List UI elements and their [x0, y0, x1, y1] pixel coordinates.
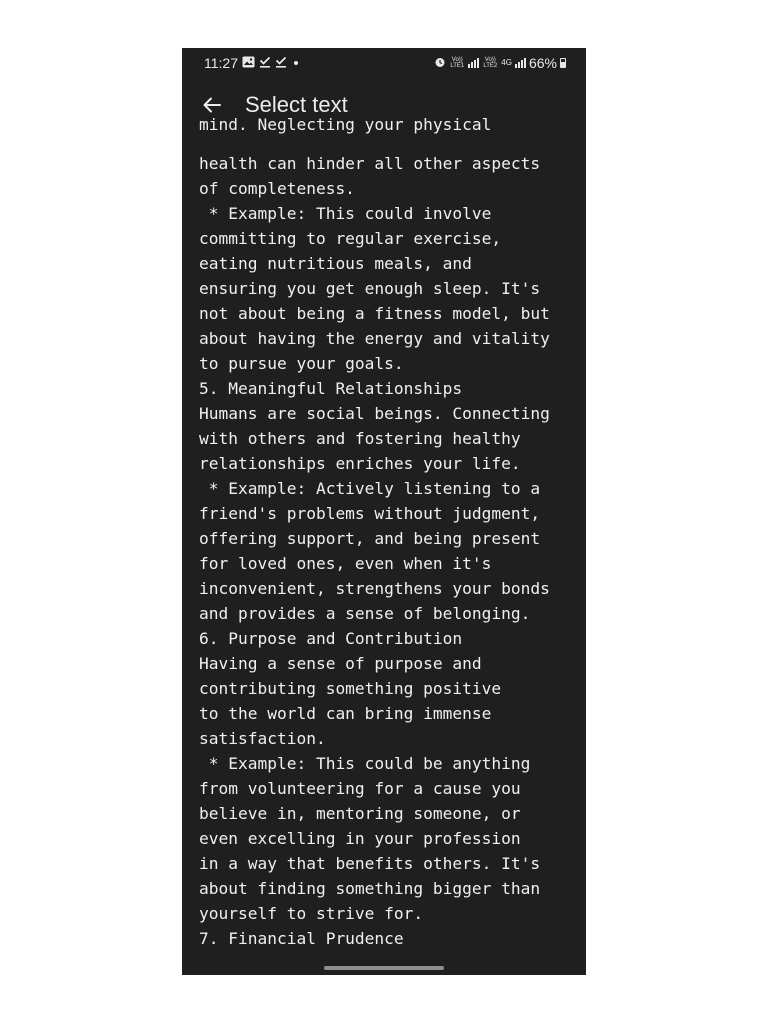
text-line: friend's problems without judgment, — [199, 504, 541, 523]
text-line: inconvenient, strengthens your bonds — [199, 579, 550, 598]
text-line: and provides a sense of belonging. — [199, 604, 531, 623]
text-line: with others and fostering healthy — [199, 429, 521, 448]
volte2-label: Vo)) LTE2 — [483, 57, 498, 69]
text-line: relationships enriches your life. — [199, 454, 521, 473]
battery-percent: 66% — [528, 55, 557, 71]
text-line: * Example: This could be anything — [199, 754, 531, 773]
text-line: believe in, mentoring someone, or — [199, 804, 521, 823]
text-line: 7. Financial Prudence — [199, 929, 404, 948]
text-line: satisfaction. — [199, 729, 326, 748]
battery-icon — [560, 58, 566, 68]
status-left — [204, 55, 301, 71]
text-line: Having a sense of purpose and — [199, 654, 482, 673]
text-line: yourself to strive for. — [199, 904, 424, 923]
text-line: eating nutritious meals, and — [199, 254, 472, 273]
text-line: in a way that benefits others. It's — [199, 854, 541, 873]
text-line: offering support, and being present — [199, 529, 541, 548]
signal-1-icon — [468, 58, 479, 68]
signal-2-icon — [515, 58, 526, 68]
status-bar — [182, 48, 586, 78]
page-title: Select text — [245, 92, 348, 117]
gallery-icon — [242, 55, 255, 71]
text-line: even excelling in your profession — [199, 829, 521, 848]
text-line: from volunteering for a cause you — [199, 779, 521, 798]
status-time: 11:27 — [204, 55, 238, 71]
dot-icon — [291, 55, 301, 71]
download-done-icon — [275, 55, 287, 71]
text-line: for loved ones, even when it's — [199, 554, 492, 573]
gesture-handle[interactable] — [324, 966, 444, 970]
text-line: to pursue your goals. — [199, 354, 404, 373]
text-line: about having the energy and vitality — [199, 329, 550, 348]
text-line: Humans are social beings. Connecting — [199, 404, 550, 423]
text-lines — [199, 151, 550, 951]
text-line: to the world can bring immense — [199, 704, 492, 723]
text-line: not about being a fitness model, but — [199, 304, 550, 323]
text-line: * Example: This could involve — [199, 204, 492, 223]
partial-top-line: mind. Neglecting your physical — [199, 115, 492, 134]
text-line: committing to regular exercise, — [199, 229, 502, 248]
text-line: ensuring you get enough sleep. It's — [199, 279, 541, 298]
text-line: health can hinder all other aspects — [199, 154, 541, 173]
text-line: of completeness. — [199, 179, 355, 198]
text-line: 6. Purpose and Contribution — [199, 629, 463, 648]
phone-screen — [182, 48, 586, 975]
text-line: about finding something bigger than — [199, 879, 541, 898]
text-line: contributing something positive — [199, 679, 502, 698]
selectable-text-area[interactable] — [199, 115, 579, 960]
partial-top-line-clip — [199, 115, 579, 136]
download-done-icon — [259, 55, 271, 71]
text-line: * Example: Actively listening to a — [199, 479, 541, 498]
status-right — [434, 55, 566, 71]
volte1-label: Vo)) LTE1 — [450, 57, 465, 69]
alarm-icon — [434, 55, 446, 71]
text-line: 5. Meaningful Relationships — [199, 379, 463, 398]
network-type: 4G — [501, 58, 512, 67]
